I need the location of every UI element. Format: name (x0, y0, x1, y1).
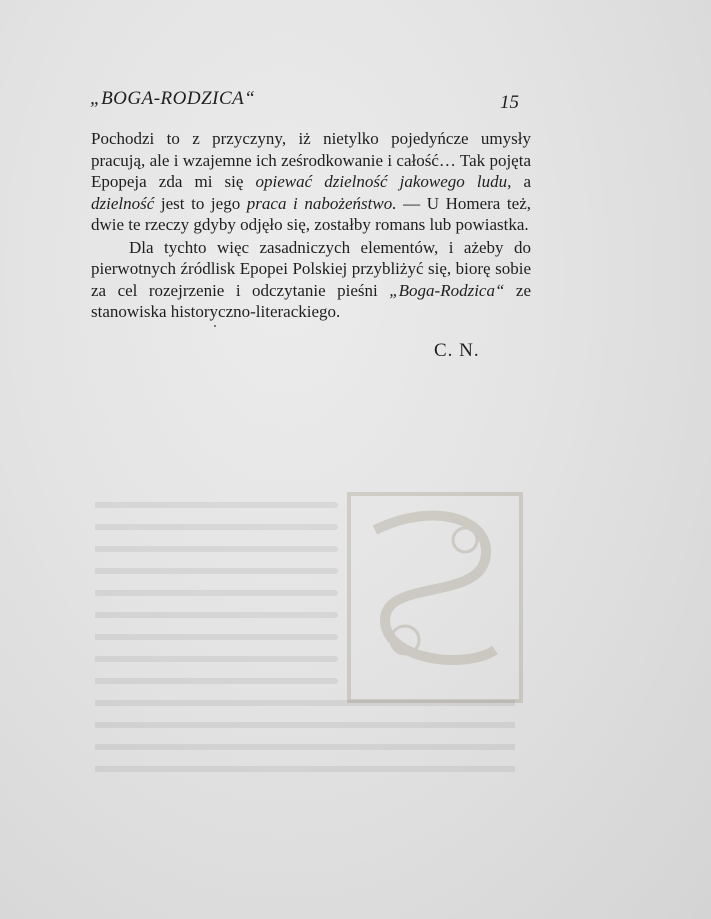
paper-speck (214, 325, 216, 327)
paragraph-2-text-a: Dla tychto więc zasadniczych elementów, i ażeby do pierwotnych źródlisk Epopei Polskiej przybliżyć się, biorę sobie za cel rozejrzenie i odczytanie pieśni (91, 237, 531, 300)
paragraph-2-italic-title: „Boga-Rodzica“ (389, 280, 505, 300)
paragraph-1-text-c: jest to jego (154, 193, 247, 213)
body-text (91, 128, 531, 323)
running-head: „BOGA-RODZICA“ (90, 88, 256, 109)
reverse-text-bleed-through (95, 495, 515, 785)
paragraph-1-italic-a: opiewać dzielność jakowego ludu, (255, 172, 512, 191)
paragraph-2-text-b: ze stanowiska historyczno-literackiego. (91, 280, 532, 321)
paragraph-1 (91, 128, 531, 236)
paragraph-1-text-a: Pochodzi to z przyczyny, iż nietylko pojedyńcze umysły pracują, ale i wzajemne ich ześrodkowanie i całość… Tak pojęta Epopeja zda mi się (91, 129, 531, 191)
signature: C. N. (434, 340, 480, 361)
paragraph-1-italic-c: praca i nabożeństwo. (246, 193, 397, 213)
page-number: 15 (500, 92, 519, 113)
paragraph-1-text-d: — U Homera też, dwie te rzeczy gdyby odjęło się, zostałby romans lub powiastka. (91, 193, 531, 234)
paragraph-1-text-b: a (511, 172, 532, 191)
paragraph-1-italic-b: dzielność (91, 193, 155, 213)
paragraph-2 (91, 237, 531, 323)
